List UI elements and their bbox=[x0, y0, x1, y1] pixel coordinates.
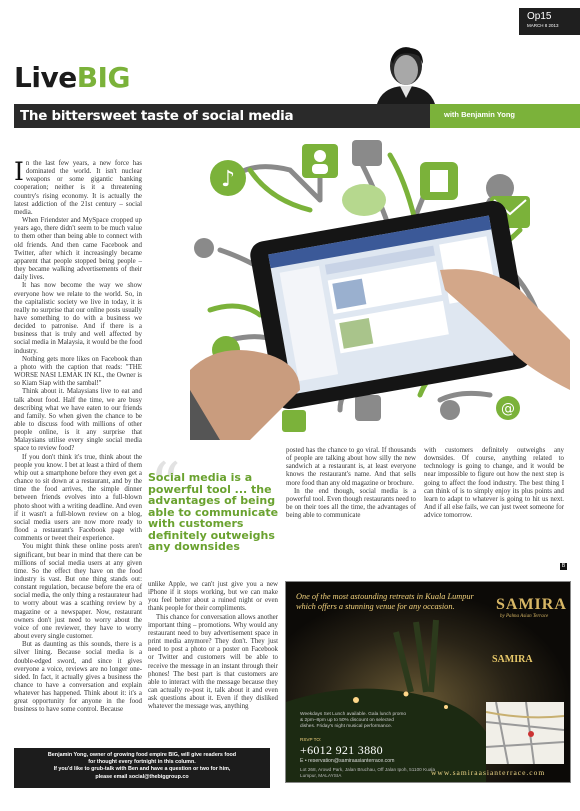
ad-email: E • reservation@samiraasianterrace.com bbox=[300, 758, 395, 764]
logo-big: BIG bbox=[76, 61, 130, 94]
column-logo bbox=[14, 63, 130, 93]
paragraph: When Friendster and MySpace cropped up years ago, there didn't seem to be much value to them other than being able to connect with old friends. And then came Facebook and Twitter, after which it increasingly became apparent that people stopped being people – they became walking advertisements of their daily lives. bbox=[14, 217, 142, 282]
paragraph: Think about it. Malaysians live to eat and talk about food. Half the time, we are busy describing what we have eaten to our friends and family. So when given the chance to be able to discuss food with millions of other people online, is it any surprise that Malaysians utilise every single social media space to review food? bbox=[14, 388, 142, 453]
samira-advertisement bbox=[285, 581, 571, 783]
paragraph: unlike Apple, we can't just give you a new iPhone if it stops working, but we can make you feel better about a ruined night or even thank people for their compliments. bbox=[148, 581, 278, 613]
ad-brand: SAMIRA bbox=[496, 596, 567, 613]
paragraph: You might think these online posts aren't significant, but bear in mind that there can be millions of social media users at any given time. So the effect they have on the food industry is vast. But one thing stands out: constant regulation, because before the era of social media, the only thing a restaurateur had to worry about was a scathing review by a magazine or a newspaper. Now, restaurant owners don't just need to worry about the voice of one reviewer, they have to worry about every single customer. bbox=[14, 543, 142, 641]
article-title: The bittersweet taste of social media bbox=[20, 108, 294, 124]
drop-cap: I bbox=[14, 157, 24, 186]
footer-line: Benjamin Yong, owner of growing food empire BIG, will give readers food bbox=[47, 752, 237, 758]
article-column-1 bbox=[14, 157, 142, 715]
dot-icon bbox=[440, 400, 460, 420]
svg-text:♪: ♪ bbox=[221, 167, 236, 192]
footer-line: please email social@thebiggroup.co bbox=[95, 773, 189, 780]
user-icon bbox=[355, 395, 381, 421]
ad-headline: One of the most astounding retreats in Kuala Lumpur which offers a stunning venue for any occasion. bbox=[296, 592, 474, 611]
article-column-4 bbox=[424, 447, 564, 520]
logo-live: Live bbox=[14, 61, 77, 94]
paragraph: It has now become the way we show everyone how we relate to the world. So, in the capitalistic society we live in today, it is really no surprise that our online posts usually have something to do with a business we decided to patronise. And if there is a business that is truly and well affected by social media in Malaysia, it would be the food industry. bbox=[14, 282, 142, 355]
article-column-3 bbox=[286, 447, 416, 520]
author-footer bbox=[14, 748, 270, 788]
section-label: Op15 bbox=[527, 11, 552, 22]
author-photo bbox=[373, 42, 439, 104]
issue-date: MARCH 8 2013 bbox=[527, 23, 559, 28]
ad-phone: +6012 921 3880 bbox=[300, 743, 383, 757]
ad-website: www.samiraasianterrace.com bbox=[431, 768, 546, 777]
paragraph: posted has the chance to go viral. If thousands of people are talking about how silly the new sandwich at a restaurant is, at least everyone knows the restaurant's name. And that sells more food than any old magazine or brochure. bbox=[286, 447, 416, 487]
paragraph: with customers definitely outweighs any downsides. Of course, anything related to technology is going to change, and it would be near impossible to figure out how the next step is going to affect the food industry. The best thing I can think of is to simply enjoy its plus points and learn to adapt to whatever is going to hit us next. And if all else fails, we can just tweet someone for advice tomorrow. bbox=[424, 447, 564, 520]
ad-map-brand: SAMIRA bbox=[492, 654, 533, 665]
chat-icon bbox=[352, 140, 382, 166]
quote-mark-icon: “ bbox=[150, 450, 181, 520]
paragraph: n the last few years, a new force has dominated the world. It isn't nuclear weapons or some gigantic banking cooperation; neither is it a threatening country's rising economy. It is actually the latest addiction of the 21st century – social media. bbox=[14, 160, 142, 216]
ad-address: Lot 268, Arowd Park, Jalan Bruchau, Off Jalan Ipoh, 51100 Kuala Lumpur, MALAYSIA bbox=[300, 767, 436, 778]
end-mark: B bbox=[561, 563, 566, 569]
svg-text:@: @ bbox=[501, 401, 515, 417]
paragraph: If you don't think it's true, think about the people you know. I bet at least a third of them whip out a smartphone before they even get a chance to sit down at a restaurant, and by the time the food arrives, the simple dinner between friends evolves into a full-blown photo shoot with a writing deadline. And even if it wasn't a full-blown review on a blog, social media users are now more ready to flood a restaurant's Facebook page with comments or tweet their experience. bbox=[14, 453, 142, 543]
tablet-illustration bbox=[190, 140, 570, 440]
section-tab bbox=[519, 8, 580, 35]
paragraph: This chance for conversation allows another important thing – promotions. Why would any restaurant need to buy advertisement space in print media anymore? They don't. They just need to post a photo or a poster on Facebook or Twitter and customers will be able to receive the message in an instant through their phones! The best part is that customers are able to interact with the message because they can actually re-post it, talk about it and even ask questions about it. Even if they disliked whatever the message was, anything bbox=[148, 613, 278, 711]
footer-line: If you'd like to grub-talk with Ben and have a question or two for him, bbox=[53, 766, 231, 773]
node-icon bbox=[194, 238, 214, 258]
footer-line: for thought every fortnight in this column. bbox=[88, 759, 196, 766]
ad-brand-tagline: by Palma Asian Terrace bbox=[500, 614, 549, 619]
location-map bbox=[486, 702, 564, 764]
ad-promo: Weekdays Set Lunch available. Gala lunch promo & 2pm–8pm up to 50% discount on selected dishes. Friday's night musical performance. bbox=[300, 712, 407, 729]
paragraph: In the end though, social media is a powerful tool. Even though restaurants need to be on their toes all the time, the advantages of being able to communicate bbox=[286, 487, 416, 520]
byline: with Benjamin Yong bbox=[444, 110, 515, 119]
pull-quote: Social media is a powerful tool ... the advantages of being able to communicate with customers definitely outweighs any downsides bbox=[148, 471, 279, 553]
like-icon bbox=[282, 410, 306, 432]
cloud-shape bbox=[342, 184, 386, 216]
paragraph: But as daunting as this sounds, there is a silver lining. Because social media is a double-edged sword, and since it gives everyone a voice, reviews are no longer one-sided. In fact, it actually gives a business the chance to have a conversation and explain whatever has happened. Think about it: it's a great opportunity for anyone in the food business to have some control. Because bbox=[14, 641, 142, 714]
article-column-2 bbox=[148, 581, 278, 712]
ad-rsvp-label: RSVP TO: bbox=[300, 737, 322, 742]
paragraph: Nothing gets more likes on Facebook than a photo with the caption that reads: "THE WORSE NASI LEMAK IN KL, the Owner is so Kiam Siap with the sambal!" bbox=[14, 355, 142, 388]
